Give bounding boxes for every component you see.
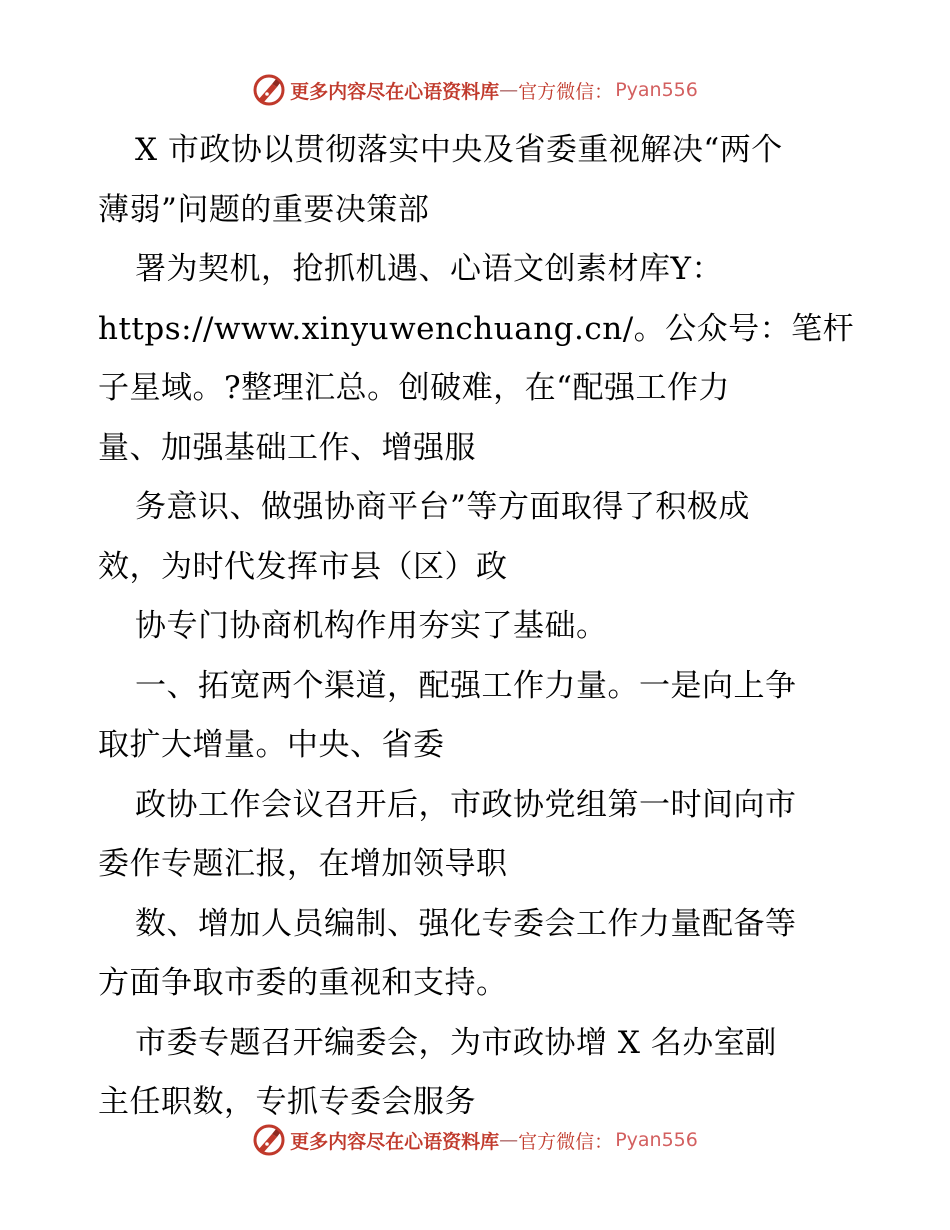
banner-wechat-id: Pyan556 [615, 1129, 698, 1151]
text-line: X 市政协以贯彻落实中央及省委重视解决“两个 [135, 132, 783, 168]
text-line: 子星域。?整理汇总。创破难，在“配强工作力 [98, 370, 730, 406]
text-line: 薄弱”问题的重要决策部 [98, 191, 430, 228]
text-line: 市委专题召开编委会，为市政协增 X 名办室副 [135, 1024, 777, 1061]
text-line: 协专门协商机构作用夯实了基础。 [135, 608, 608, 644]
pen-nib-circle-icon [252, 1123, 286, 1157]
banner-separator: — [499, 1129, 519, 1151]
text-line: 署为契机，抢抓机遇、心语文创素材库Y： [135, 251, 723, 287]
banner-title: 更多内容尽在心语资料库 [290, 1130, 500, 1153]
banner-wechat-label: 官方微信： [518, 80, 614, 103]
banner-title: 更多内容尽在心语资料库 [290, 80, 500, 103]
banner-wechat-id: Pyan556 [615, 79, 698, 101]
text-line: 数、增加人员编制、强化专委会工作力量配备等 [135, 905, 797, 942]
text-line: 方面争取市委的重视和支持。 [98, 965, 508, 1001]
header-banner [0, 70, 950, 110]
text-line: 委作专题汇报，在增加领导职 [98, 846, 508, 882]
text-line: 政协工作会议召开后，市政协党组第一时间向市 [135, 786, 797, 823]
text-line: https://www.xinyuwenchuang.cn/。公众号：笔杆 [98, 310, 855, 347]
text-line: 主任职数，专抓专委会服务 [98, 1084, 476, 1120]
text-line: 务意识、做强协商平台”等方面取得了积极成 [135, 489, 750, 525]
text-line: 量、加强基础工作、增强服 [98, 429, 476, 466]
banner-separator: — [499, 79, 519, 101]
pen-nib-circle-icon [252, 73, 286, 107]
footer-banner [0, 1120, 950, 1160]
section-heading-line: 一、拓宽两个渠道，配强工作力量。一是向上争 [135, 667, 797, 704]
text-line: 效，为时代发挥市县（区）政 [98, 548, 508, 585]
text-line: 取扩大增量。中央、省委 [98, 727, 445, 763]
banner-wechat-label: 官方微信： [518, 1130, 614, 1153]
document-body [98, 121, 858, 1133]
